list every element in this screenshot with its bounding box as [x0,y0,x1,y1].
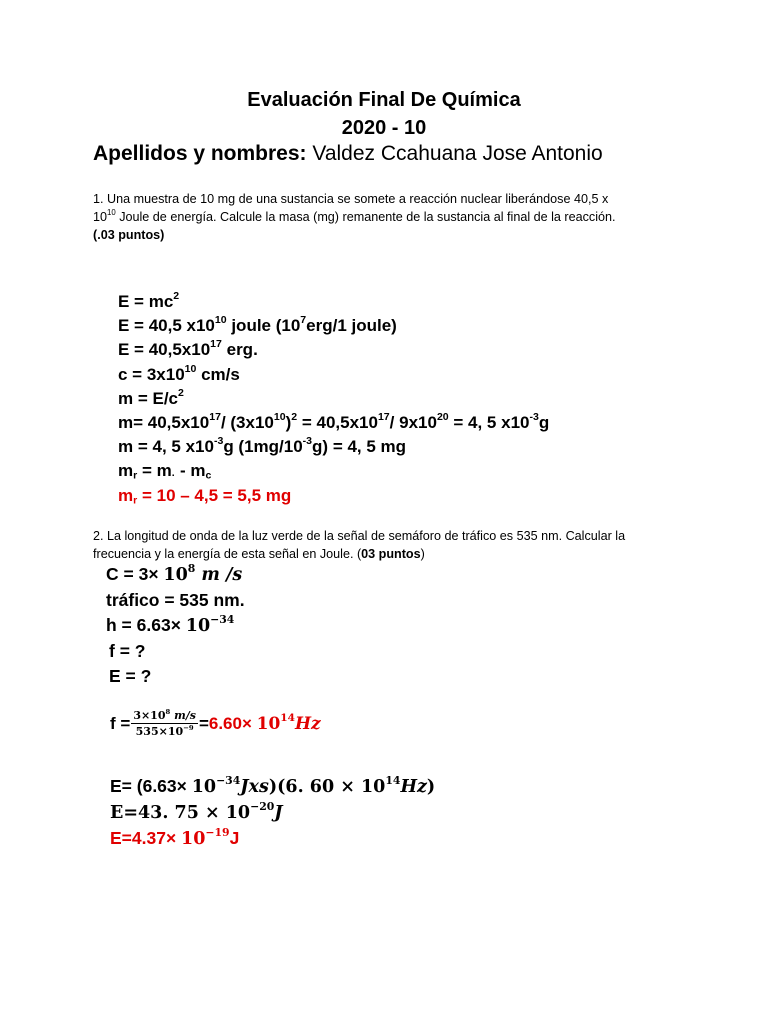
frequency-answer: $6.60\times 10^{14}Hz$ [208,711,321,734]
question-2-line-1: 2. La longitud de onda de la luz verde de la señal de semáforo de tráfico es 535 nm. Calcular la [93,529,626,543]
sol2-e-unknown: E = ? [109,666,152,686]
sol1-line-8: $m_r = m_\cdot - m_c$ [118,461,212,483]
question-1-line-1: 1. Una muestra de 10 mg de una sustancia se somete a reacción nuclear liberándose 40,5 x [93,192,609,206]
sol2-energy [110,774,435,852]
q1-text-rest: Joule de energía. Calcule la masa (mg) remanente de la sustancia al final de la reacción. [115,210,616,224]
question-2 [93,527,693,563]
q2-points-text: 03 puntos [361,547,421,561]
f-label: f = [110,713,131,733]
sol1-line-3: $E = 40,5x10^{17}$ erg. [118,338,258,360]
question-2-line-2: frecuencia y la energía de esta señal en Joule. (03 puntos) [93,547,425,561]
name-label: Apellidos y nombres: [93,142,307,165]
sol2-wavelength: tráfico = 535 nm. [106,590,245,610]
student-name-line [93,142,603,166]
sol1-line-4: $c = 3x10^{10}$ cm/s [118,362,240,384]
name-value: Valdez Ccahuana Jose Antonio [306,142,603,165]
sol1-line-7: m = 4, 5 $x10^{-3}g$ $(1mg/10^{-3}g) = 4$, 5 mg [118,435,407,457]
q1-power-base: 10 [93,210,108,224]
frequency-fraction: $\frac{3\times 10^8 m/s}{535\times 10^{-9}}$ [133,707,196,738]
q1-power-exp: 10 [107,208,116,218]
sol2-frequency-formula: f = $\frac{3\times 10^8 m/s}{535\times 10^{-9}}$ = $6.60\times 10^{14}Hz$ [110,707,321,738]
exam-period: 2020 - 10 [341,117,427,139]
question-1-line-2 [93,208,693,226]
energy-answer: $E=4.37\times 10^{-19}J$ [110,825,240,849]
q1-points-text: (.03 puntos) [93,228,165,242]
sol1-line-1: $E = mc^2$ [118,290,180,311]
sol1-line-5: $m = E/c^2$ [118,386,184,408]
energy-line-1: $E= (6.63\times 10^{-34}Jxs)(6$. $60 \times 10^{14}Hz$) [110,773,436,797]
exam-title: Evaluación Final De Química [247,89,521,111]
sol1-line-6: $m= 40,5x10^{17}/$ $(3x10^{10})^2 = 40,5x10^{17}/$ $9x10^{20} = 4$, 5 $x10^{-3}g$ [118,411,550,433]
sol2-planck: $h = 6.63\times 10^{-34}$ [106,612,235,636]
solution-2-givens [106,562,245,689]
sol1-line-2: E = 40,5 $x10^{10}$ joule ($10^7erg/1$ joule) [118,314,397,336]
energy-line-2: E=43. $75 \times 10^{-20}J$ [110,799,283,823]
sol1-answer: $m_r = 10 - 4,5 = 5,5$ mg [118,485,292,507]
question-1 [93,190,693,244]
question-1-points [93,226,693,244]
sol2-f-unknown: f = ? [109,641,146,661]
solution-1 [118,290,549,508]
sol2-speed-of-light: $C = 3\times 10^8$ m /s [106,561,243,585]
